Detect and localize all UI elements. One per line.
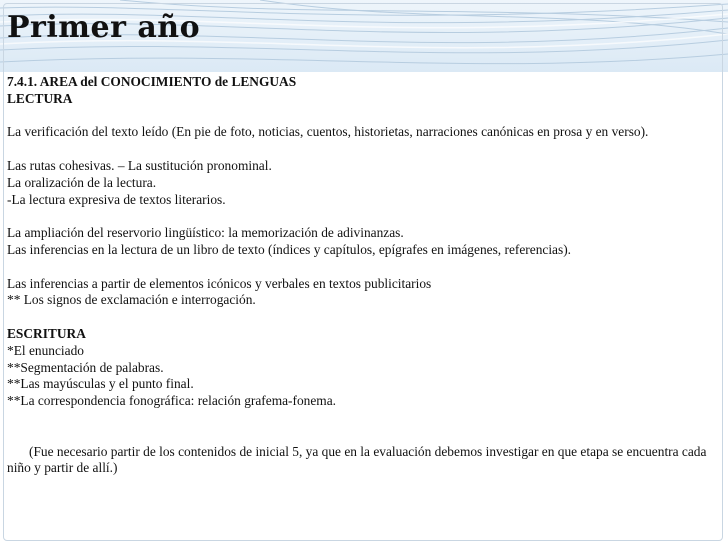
closing-note: (Fue necesario partir de los contenidos de inicial 5, ya que en la evaluación debemos investigar en que etapa se encuentra cada niño y partir de allí.) bbox=[7, 443, 707, 476]
lectura-item: La verificación del texto leído (En pie de foto, noticias, cuentos, historietas, narraciones canónicas en prosa y en verso). bbox=[7, 124, 649, 140]
lectura-item: Las rutas cohesivas. – La sustitución pronominal. bbox=[7, 157, 272, 173]
escritura-item: **Segmentación de palabras. bbox=[7, 359, 164, 375]
section-heading: 7.4.1. AREA del CONOCIMIENTO de LENGUAS bbox=[7, 74, 297, 89]
escritura-item: **Las mayúsculas y el punto final. bbox=[7, 376, 194, 392]
escritura-item: **La correspondencia fonográfica: relación grafema-fonema. bbox=[7, 393, 337, 409]
slide-title: Primer año bbox=[7, 10, 201, 45]
lectura-item: La ampliación del reservorio lingüístico: la memorización de adivinanzas. bbox=[7, 225, 404, 241]
lectura-item: -La lectura expresiva de textos literarios. bbox=[7, 191, 226, 207]
slide-content bbox=[7, 74, 721, 477]
lectura-heading: LECTURA bbox=[7, 90, 73, 106]
escritura-item: *El enunciado bbox=[7, 342, 84, 358]
lectura-item: Las inferencias a partir de elementos icónicos y verbales en textos publicitarios bbox=[7, 275, 432, 291]
lectura-item: Las inferencias en la lectura de un libro de texto (índices y capítulos, epígrafes en imágenes, referencias). bbox=[7, 241, 572, 257]
escritura-heading: ESCRITURA bbox=[7, 325, 86, 341]
lectura-item: ** Los signos de exclamación e interrogación. bbox=[7, 292, 256, 308]
lectura-item: La oralización de la lectura. bbox=[7, 174, 157, 190]
